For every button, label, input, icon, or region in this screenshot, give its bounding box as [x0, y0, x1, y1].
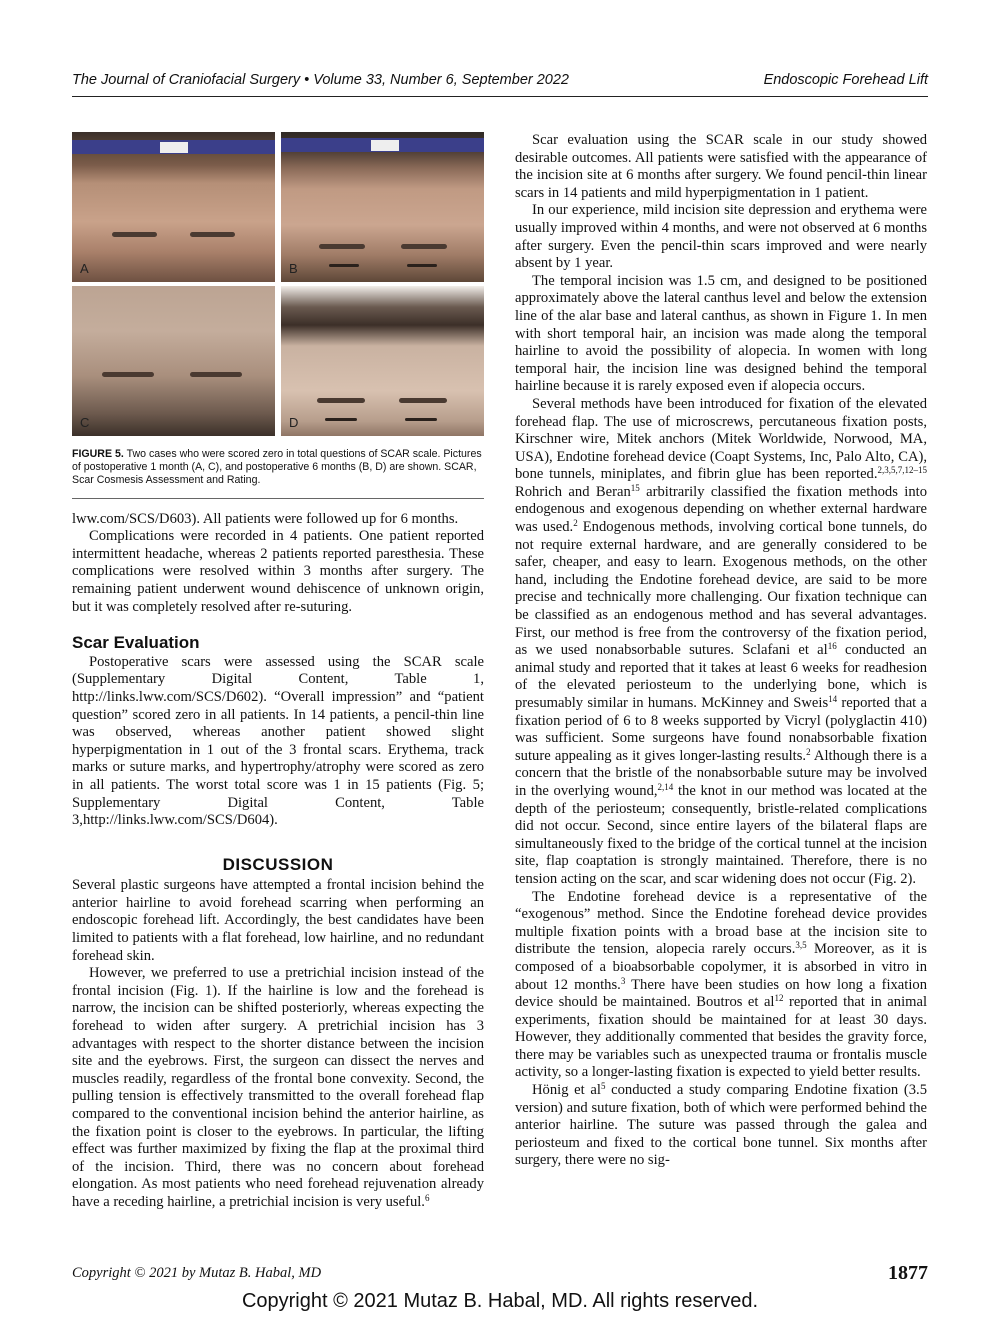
- section-heading-scar-evaluation: Scar Evaluation: [72, 633, 200, 653]
- copyright-line: Copyright © 2021 by Mutaz B. Habal, MD: [72, 1265, 322, 1281]
- citation-ref: 3: [620, 975, 626, 986]
- running-header: [72, 72, 928, 96]
- panel-label: D: [289, 415, 299, 431]
- caption-label: FIGURE 5.: [72, 448, 124, 460]
- citation-ref: 2,3,5,7,12–15: [877, 465, 927, 476]
- section-heading-discussion: DISCUSSION: [222, 854, 334, 874]
- page-footer: [72, 1262, 928, 1287]
- citation-ref: 2,14: [657, 781, 674, 792]
- citation-ref: 16: [827, 641, 837, 652]
- paragraph: In our experience, mild incision site depression and erythema were usually improved within 4 months, and were not observed at 6 months after surgery. Even the pencil-thin scars improved and were nearly absent by 1 year.: [515, 202, 927, 272]
- paragraph: Several plastic surgeons have attempted a frontal incision behind the anterior hairline to avoid forehead scarring when performing an endoscopic forehead lift. Accordingly, the best candidates have been limited to patients with a flat forehead, low hairline, and no redundant forehead skin.: [72, 877, 484, 964]
- headband-tag: [160, 142, 188, 153]
- panel-label: A: [80, 261, 89, 277]
- panel-label: C: [80, 415, 90, 431]
- copyright-watermark: Copyright © 2021 Mutaz B. Habal, MD. All rights reserved.: [241, 1290, 759, 1312]
- citation-ref: 12: [774, 993, 784, 1004]
- paragraph: lww.com/SCS/D603). All patients were followed up for 6 months.: [72, 510, 459, 527]
- figure-panel-a: [72, 132, 275, 282]
- paragraph: The temporal incision was 1.5 cm, and designed to be positioned approximately above the lateral canthus level and below the extension line of the alar base and lateral canthus, as shown in Figure 1. In men with short temporal hair, an incision was made along the temporal hairline to avoid the possibility of alopecia. In women with long temporal hair, the incision line was designed behind the temporal hairline because it is rarely exposed even if alopecia occurs.: [515, 272, 927, 395]
- citation-ref: 6: [424, 1192, 430, 1203]
- figure-5: [72, 132, 484, 436]
- paragraph: Hönig et $al^5$ conducted a study comparing Endotine fixation (3.5 version) and suture fixation, both of which were performed behind the anterior hairline. The suture was passed through the galea and periosteum and fixed to the cortical bone tunnel. Six months after surgery, there were no sig-: [515, 1081, 927, 1169]
- figure-panel-d: [281, 286, 484, 436]
- page-number: 1877: [888, 1262, 928, 1284]
- left-column: [72, 132, 484, 1212]
- caption-text: Two cases who were scored zero in total questions of SCAR scale. Pictures of postoperative 1 month (A, C), and postoperative 6 months (B, D) are shown. SCAR, Scar Cosmesis Assessment and Rating.: [72, 448, 482, 487]
- citation-ref: 5: [600, 1081, 606, 1092]
- paragraph: Scar evaluation using the SCAR scale in our study showed desirable outcomes. All patients were satisfied with the appearance of the incision site at 6 months after surgery. We found pencil-thin linear scars in 14 patients and mild hyperpigmentation in 1 patient.: [515, 132, 927, 201]
- figure-panel-b: [281, 132, 484, 282]
- right-column: [515, 132, 927, 1170]
- figure-caption: [72, 448, 484, 488]
- paragraph: Postoperative scars were assessed using the SCAR scale (Supplementary Digital Content, Table 1, http://links.lww.com/SCS/D602). “Overall impression” and “patient question” scored zero in all patients. In 14 patients, a pencil-thin line was observed, whereas another patient showed slight hyperpigmentation in 1 out of the 3 frontal scars. Erythema, track marks or suture marks, and hypertrophy/atrophy were scored as zero in all patients. The worst total score was 1 in 15 patients (Fig. 5; Supplementary Digital Content, Table 3,http://links.lww.com/SCS/D604).: [72, 653, 484, 829]
- section-title: Endoscopic Forehead Lift: [763, 72, 928, 88]
- paragraph: Complications were recorded in 4 patients. One patient reported intermittent headache, whereas 2 patients reported paresthesia. These complications were resolved within 3 months after surgery. The remaining patient underwent wound dehiscence of unknown origin, but it was completely resolved after re-suturing.: [72, 528, 484, 615]
- citation-ref: 2: [573, 518, 578, 529]
- header-rule: [72, 96, 928, 97]
- journal-citation: The Journal of Craniofacial Surgery • Volume 33, Number 6, September 2022: [72, 72, 569, 88]
- citation-ref: 3,5: [795, 940, 807, 951]
- headband-tag: [371, 140, 399, 151]
- figure-panel-c: [72, 286, 275, 436]
- paragraph: The Endotine forehead device is a representative of the “exogenous” method. Since the Endotine forehead device provides multiple fixation points with a broad base at the incision site to distribute the tension, alopecia rarely occurs.$^{3,5}$ Moreover, as it is composed of a bioabsorbable copolymer, it is absorbed in vitro in about 12 months.$^3$ There have been studies on how long a fixation device should be maintained. Boutros et $al^{12}$ reported that in animal experiments, fixation should be maintained for at least 30 days. However, they additionally commented that besides the gravity force, there may be variables such as unexpected trauma or frontalis muscle activity, so a longer-lasting fixation is expected to yield better results.: [515, 888, 928, 1081]
- citation-ref: 14: [828, 694, 838, 704]
- citation-ref: 15: [630, 482, 640, 493]
- caption-rule: [72, 498, 484, 499]
- paragraph: Several methods have been introduced for fixation of the elevated forehead flap. The use of microscrews, percutaneous fixation posts, Kirschner wire, Mitek anchors (Mitek Worldwide, Norwood, MA, USA), Endotine forehead device (Coapt Systems, Inc, Palo Alto, CA), bone tunnels, miniplates, and fibrin glue has been reported.$^{2,3,5,7,12-15}$ Rohrich and Beran$^{15}$ arbitrarily classified the fixation methods into endogenous and exogenous depending on whether external hardware was used.$^2$ Endogenous methods, involving cortical bone tunnels, do not require external hardware, and are generally considered to be safer, cheaper, and easy to learn. Exogenous methods, on the other hand, including the Endotine forehead device, are said to be more precise and technically more challenging. Our fixation technique can be classified as an endogenous method and has several advantages. First, our method is free from the controversy of the fixation period, as we used nonabsorbable sutures. Sclafani et $al^{16}$ conducted an animal study and reported that it takes at least 6 weeks for readhesion of the elevated periosteum to the underlying bone, which is presumably similar in humans. McKinney and Sweis$^{14}$ reported that a fixation period of 6 to 8 weeks supported by Vicryl (polyglactin 410) was sufficient. Some surgeons have found nonabsorbable fixation suture appealing as it gives longer-lasting results.$^2$ Although there is a concern that the bristle of the nonabsorbable suture may be involved in the overlying wound,$^{2,14}$ the knot in our method was located at the depth of the periosteum; consequently, bristle-related complications did not occur. Second, since entire layers of the bilateral flaps are simultaneously fixed to the bridge of the cortical tunnel at the incision site, flap coaptation is strongly maintained. Therefore, there is no tension acting on the scar, and scar widening does not occur (Fig. 2).: [515, 395, 927, 887]
- citation-ref: 2: [806, 746, 811, 757]
- panel-label: B: [289, 261, 298, 277]
- paragraph: However, we preferred to use a pretrichial incision instead of the frontal incision (Fig. 1). If the hairline is low and the forehead is narrow, the incision can be shifted posteriorly, whereas expecting the forehead to widen after surgery. A pretrichial incision has 3 advantages with respect to the shorter distance between the incision site and the eyebrows. First, the surgeon can dissect the nerves and muscles readily, regardless of the frontal bone convexity. Second, the pulling tension is effectively transmitted to the overall forehead flap compared to the conventional incision behind the anterior hairline, as the fixation point is closer to the eyebrows. In particular, the lifting effect was further maximized by fixing the flap at the proximal third of the incision. Third, there was no concern about forehead elongation. As most patients who need forehead rejuvenation already have a receding hairline, a pretrichial incision is very useful.$^6$: [72, 965, 484, 1210]
